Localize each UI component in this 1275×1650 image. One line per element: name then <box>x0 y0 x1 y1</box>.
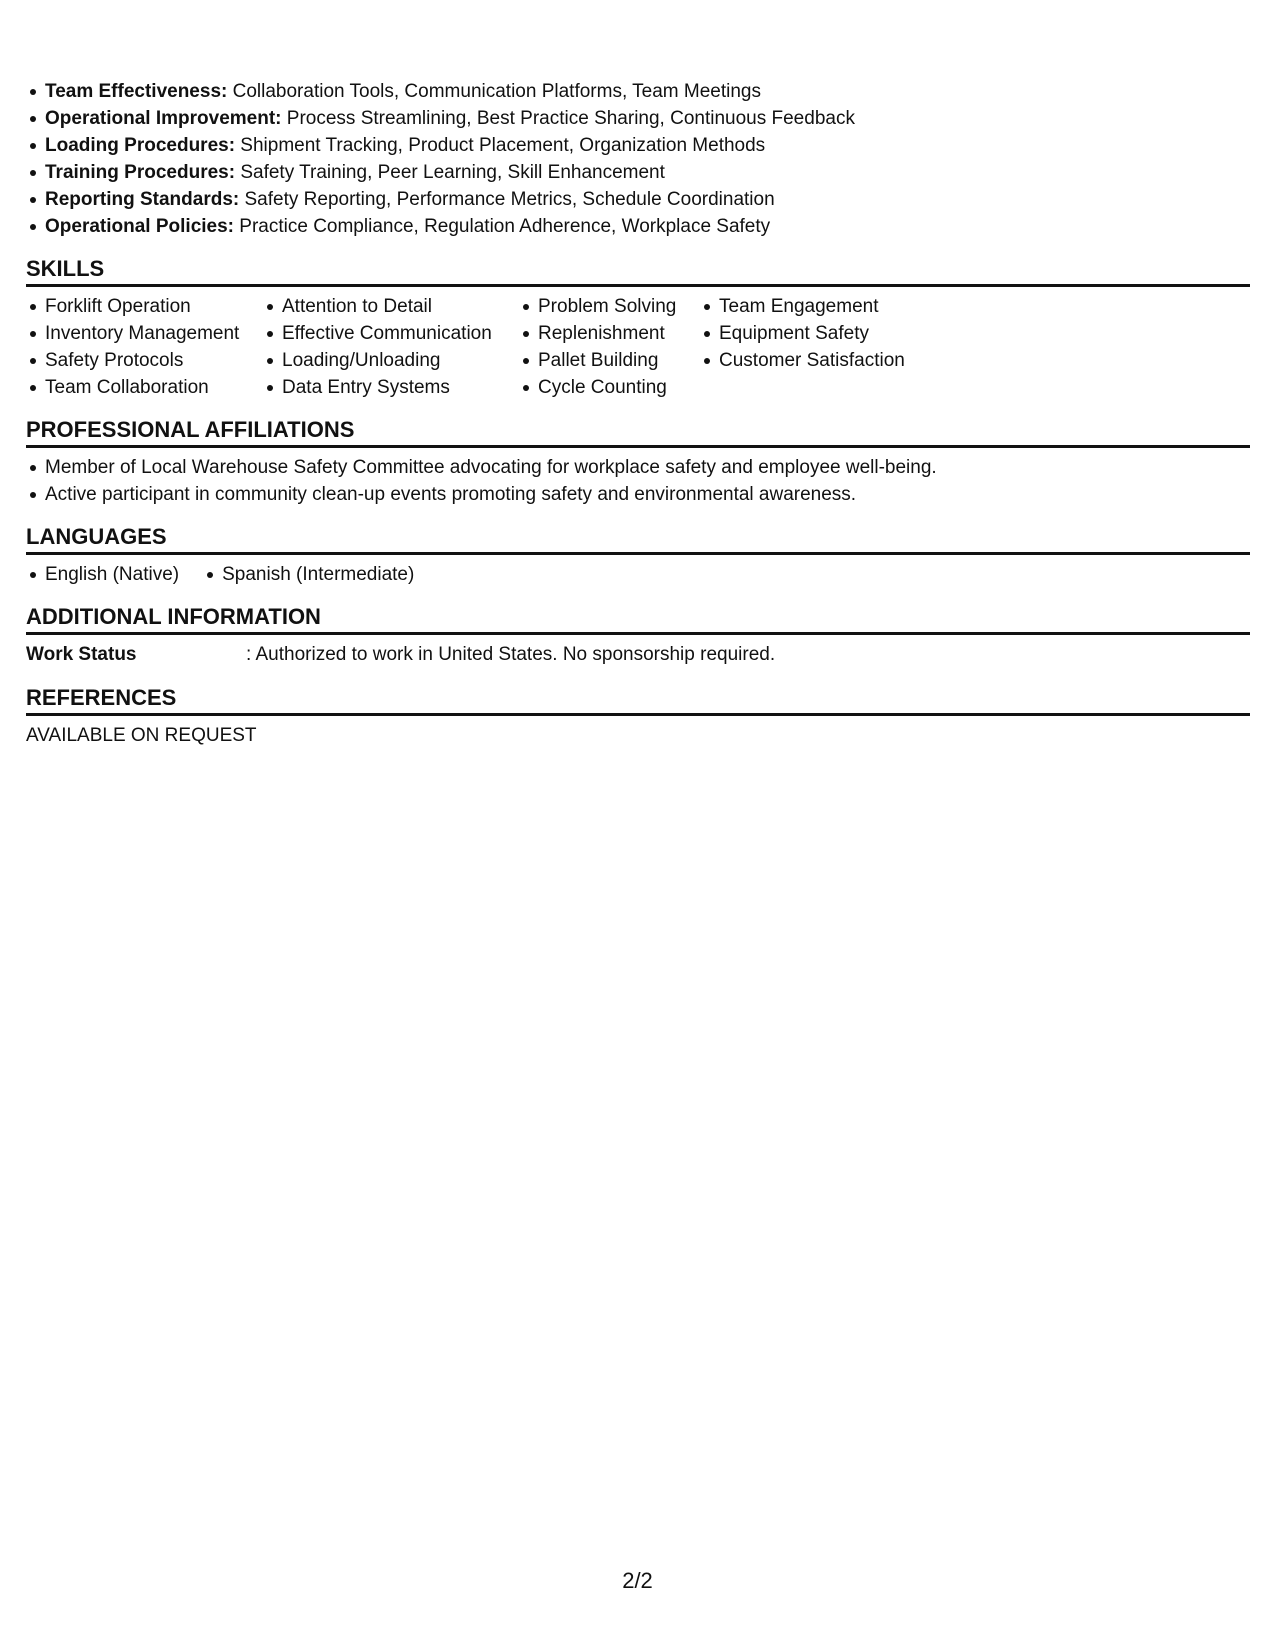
item-text: Shipment Tracking, Product Placement, Organization Methods <box>235 135 766 156</box>
item-label: Reporting Standards: <box>45 189 240 210</box>
list-item <box>26 186 1250 213</box>
skills-column <box>519 293 700 401</box>
item-label: Operational Policies: <box>45 216 234 237</box>
languages-section <box>26 518 1250 588</box>
references-text: AVAILABLE ON REQUEST <box>26 725 257 746</box>
item-label: Training Procedures: <box>45 162 236 183</box>
list-item <box>26 213 1250 240</box>
skill-item: Data Entry Systems <box>263 374 519 401</box>
language-item: English (Native) <box>26 561 179 588</box>
list-item: Active participant in community clean-up events promoting safety and environmental awareness. <box>26 481 1250 508</box>
work-status-label: Work Status <box>26 644 137 665</box>
section-title: ADDITIONAL INFORMATION <box>26 598 1250 635</box>
work-status-row <box>26 641 1250 669</box>
skill-item: Forklift Operation <box>26 293 263 320</box>
skill-item: Team Collaboration <box>26 374 263 401</box>
affiliations-list <box>26 454 1250 508</box>
item-label: Loading Procedures: <box>45 135 236 156</box>
language-item: Spanish (Intermediate) <box>203 561 414 588</box>
skills-columns <box>26 293 1250 401</box>
skill-item: Effective Communication <box>263 320 519 347</box>
section-title: PROFESSIONAL AFFILIATIONS <box>26 411 1250 448</box>
focus-areas-list <box>26 78 1250 240</box>
section-title: LANGUAGES <box>26 518 1250 555</box>
item-text: Safety Training, Peer Learning, Skill Enhancement <box>235 162 665 183</box>
skills-section <box>26 250 1250 401</box>
languages-list <box>26 561 1250 588</box>
section-title: REFERENCES <box>26 679 1250 716</box>
item-text: Process Streamlining, Best Practice Sharing, Continuous Feedback <box>281 108 855 129</box>
skill-item: Problem Solving <box>519 293 700 320</box>
skills-column <box>26 293 263 401</box>
references-section <box>26 679 1250 750</box>
skill-item: Replenishment <box>519 320 700 347</box>
item-label: Operational Improvement: <box>45 108 282 129</box>
skills-column <box>263 293 519 401</box>
resume-page <box>26 78 1250 750</box>
section-title: SKILLS <box>26 250 1250 287</box>
skill-item: Customer Satisfaction <box>700 347 930 374</box>
skill-item: Loading/Unloading <box>263 347 519 374</box>
skills-column <box>700 293 930 401</box>
item-label: Team Effectiveness: <box>45 81 228 102</box>
item-text: Safety Reporting, Performance Metrics, Schedule Coordination <box>239 189 775 210</box>
list-item <box>26 159 1250 186</box>
list-item: Member of Local Warehouse Safety Committee advocating for workplace safety and employee well-being. <box>26 454 1250 481</box>
page-number: 2/2 <box>622 1568 653 1593</box>
additional-info-section <box>26 598 1250 669</box>
skill-item: Team Engagement <box>700 293 930 320</box>
list-item <box>26 78 1250 105</box>
work-status-value: : Authorized to work in United States. No sponsorship required. <box>246 644 776 665</box>
affiliations-section <box>26 411 1250 508</box>
skill-item: Safety Protocols <box>26 347 263 374</box>
item-text: Collaboration Tools, Communication Platforms, Team Meetings <box>227 81 761 102</box>
list-item <box>26 132 1250 159</box>
skill-item: Equipment Safety <box>700 320 930 347</box>
skill-item: Pallet Building <box>519 347 700 374</box>
skill-item: Attention to Detail <box>263 293 519 320</box>
skill-item: Cycle Counting <box>519 374 700 401</box>
item-text: Practice Compliance, Regulation Adherence, Workplace Safety <box>234 216 771 237</box>
skill-item: Inventory Management <box>26 320 263 347</box>
list-item <box>26 105 1250 132</box>
